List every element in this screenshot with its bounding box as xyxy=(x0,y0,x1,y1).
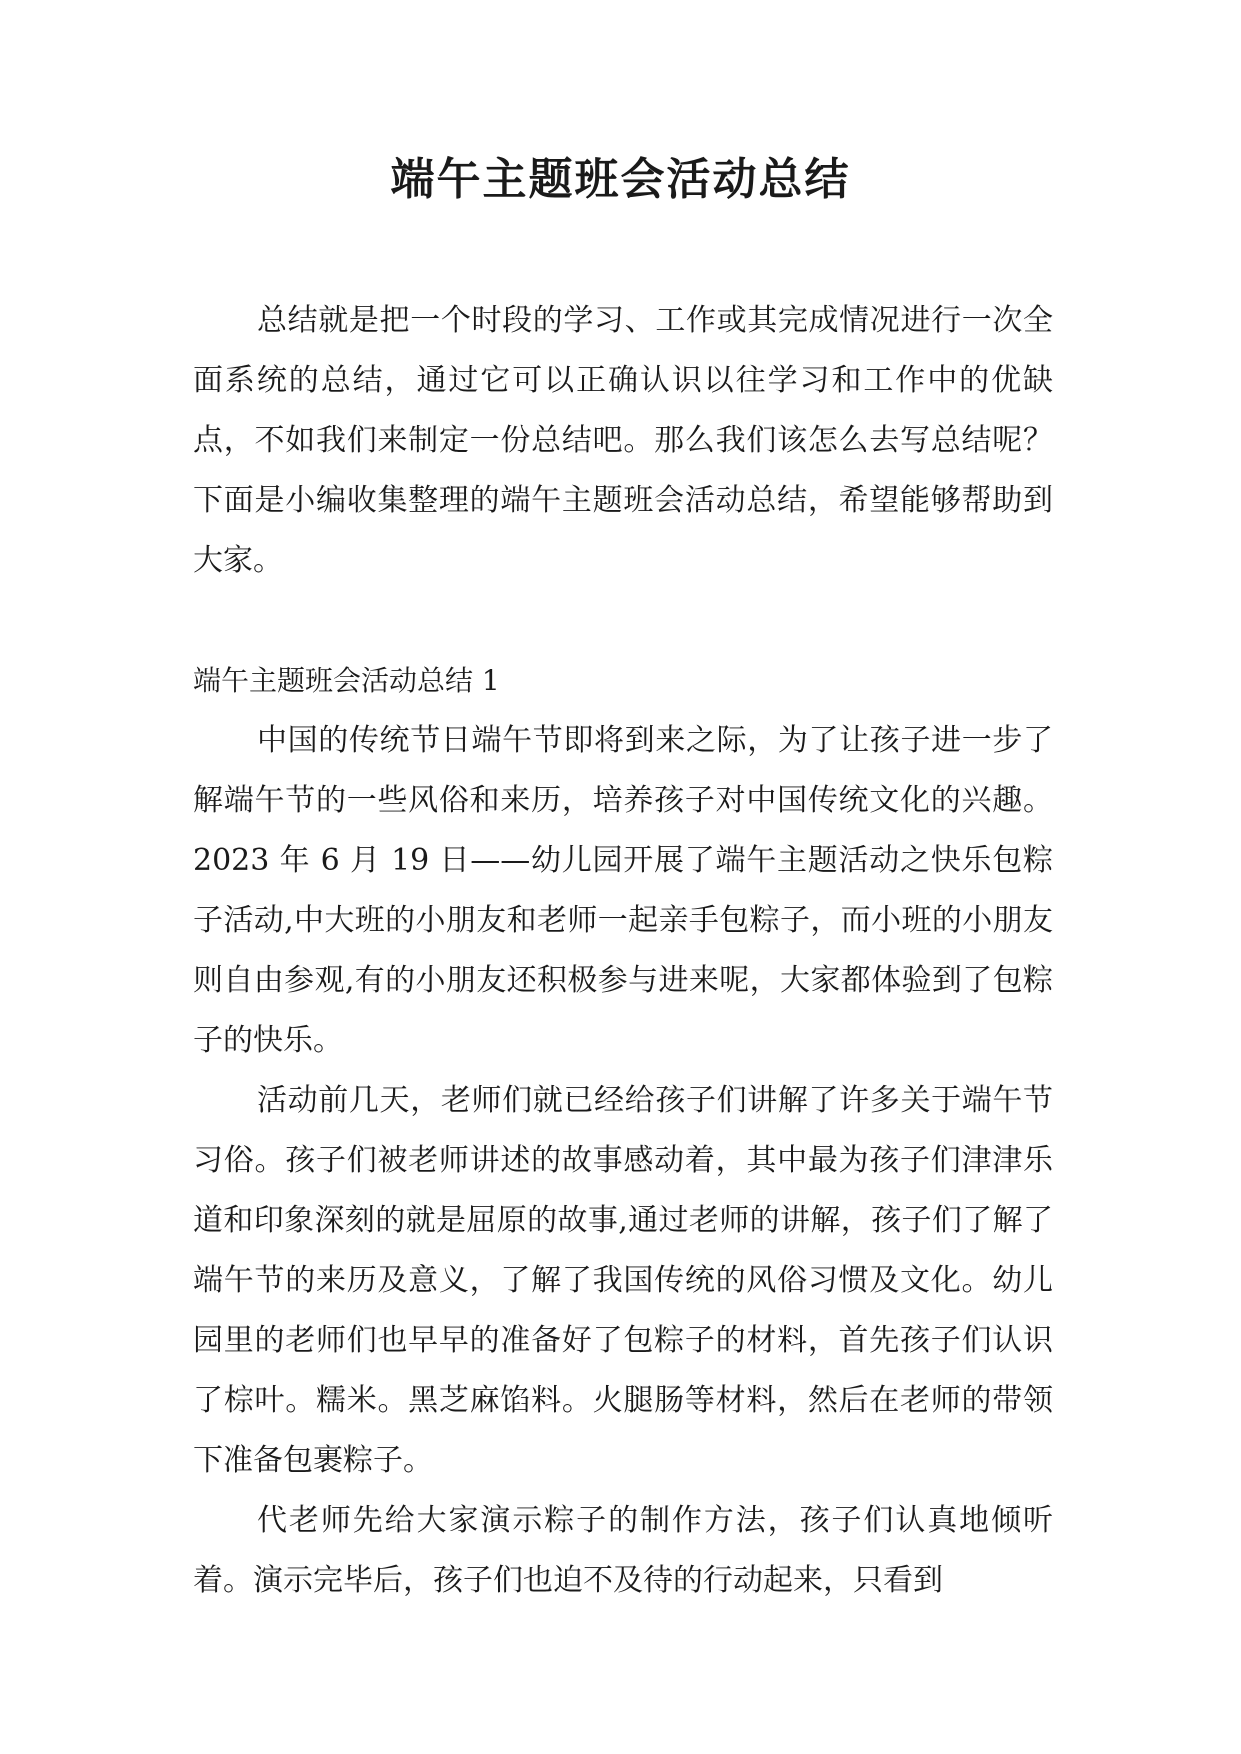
document-title: 端午主题班会活动总结 xyxy=(390,154,851,205)
body-paragraph: 代老师先给大家演示粽子的制作方法，孩子们认真地倾听着。演示完毕后，孩子们也迫不及待的行动起来，只看到 xyxy=(193,1503,1053,1598)
section-gap xyxy=(193,591,1053,651)
document-body xyxy=(193,291,1053,1611)
section-heading: 端午主题班会活动总结 1 xyxy=(193,664,500,697)
intro-paragraph: 总结就是把一个时段的学习、工作或其完成情况进行一次全面系统的总结，通过它可以正确认识以往学习和工作中的优缺点，不如我们来制定一份总结吧。那么我们该怎么去写总结呢？下面是小编收集整理的端午主题班会活动总结，希望能够帮助到大家。 xyxy=(193,303,1053,578)
body-paragraph: 中国的传统节日端午节即将到来之际，为了让孩子进一步了解端午节的一些风俗和来历，培养孩子对中国传统文化的兴趣。2023 年 6 月 19 日——幼儿园开展了端午主题活动之快乐包粽子活动,中大班的小朋友和老师一起亲手包粽子，而小班的小朋友则自由参观,有的小朋友还积极参与进来呢，大家都体验到了包粽子的快乐。 xyxy=(193,723,1053,1058)
body-paragraph: 活动前几天，老师们就已经给孩子们讲解了许多关于端午节习俗。孩子们被老师讲述的故事感动着，其中最为孩子们津津乐道和印象深刻的就是屈原的故事,通过老师的讲解，孩子们了解了端午节的来历及意义，了解了我国传统的风俗习惯及文化。幼儿园里的老师们也早早的准备好了包粽子的材料，首先孩子们认识了棕叶。糯米。黑芝麻馅料。火腿肠等材料，然后在老师的带领下准备包裹粽子。 xyxy=(193,1083,1053,1478)
